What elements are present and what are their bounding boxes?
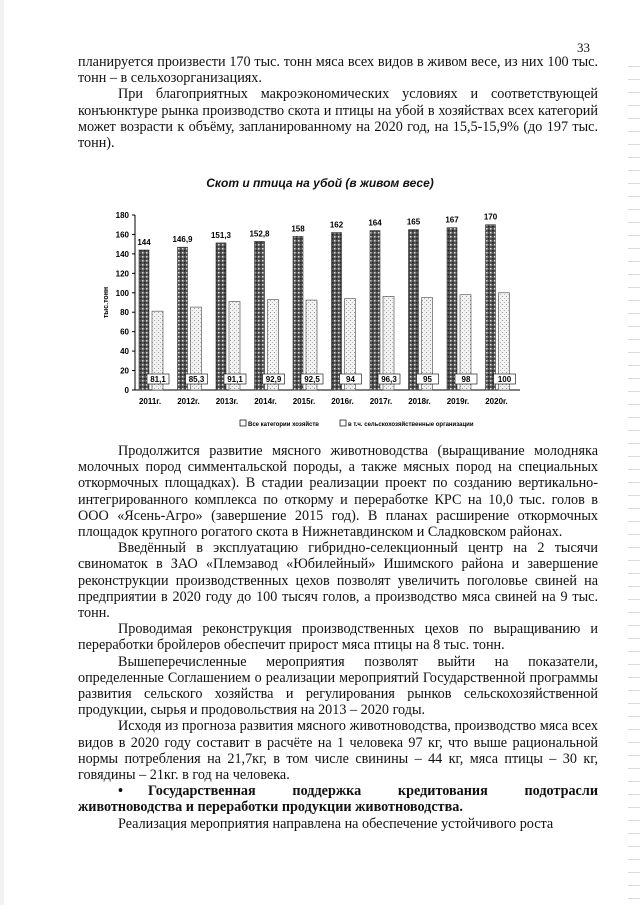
bar-label-orgs: 100	[497, 375, 512, 384]
bar-all-categories	[216, 243, 226, 390]
bar-label-orgs: 95	[423, 375, 432, 384]
bar-label-all: 162	[329, 220, 344, 230]
bar-label-orgs: 92,5	[304, 375, 320, 384]
paragraph: Проводимая реконструкция производственных цехов по выращиванию и переработки бройлеров обеспечит прирост мяса птицы на 8 тыс. тонн.	[78, 621, 598, 654]
x-tick-label: 2011г.	[138, 397, 162, 406]
y-tick-label: 100	[115, 288, 129, 298]
bar-all-categories	[409, 230, 419, 390]
bar-label-orgs: 81,1	[150, 375, 166, 384]
y-tick-label: 160	[115, 230, 129, 240]
x-tick-label: 2018г.	[408, 397, 431, 406]
y-tick-label: 180	[115, 211, 129, 220]
y-tick-label: 60	[120, 327, 129, 337]
bar-label-all: 146,9	[172, 235, 193, 245]
x-tick-label: 2019г.	[446, 397, 470, 406]
paragraph: Введённый в эксплуатацию гибридно-селекционный центр на 2 тысячи свиноматок в ЗАО «Племзавод «Юбилейный» Ишимского района и завершение реконструкции производственных цехов позволят увеличить поголовье свиней на предприятии в 2020 году до 100 тысяч голов, а производство мяса свиней на 9 тыс. тонн.	[78, 540, 598, 622]
legend-swatch-all	[240, 420, 246, 426]
bar-all-categories	[447, 228, 457, 390]
bar-label-orgs: 94	[346, 375, 355, 384]
y-tick-label: 40	[120, 347, 129, 357]
paragraph: планируется произвести 170 тыс. тонн мяса всех видов в живом весе, из них 100 тыс. тонн – в сельхозорганизациях.	[78, 54, 598, 87]
paragraph: Реализация мероприятия направлена на обеспечение устойчивого роста	[118, 815, 554, 832]
bar-all-categories	[332, 233, 342, 391]
bar-all-categories	[255, 241, 265, 390]
bar-label-orgs: 91,1	[227, 375, 243, 384]
paragraph: Вышеперечисленные мероприятия позволят выйти на показатели, определенные Соглашением о реализации мероприятий Государственной программы развития сельского хозяйства и регулирования рынков сельскохозяйственной продукции, сырья и продовольствия на 2013 – 2020 годы.	[78, 653, 598, 719]
y-tick-label: 120	[115, 269, 129, 279]
x-tick-label: 2012г.	[177, 397, 200, 406]
scan-left-edge	[0, 0, 4, 905]
bar-label-all: 164	[368, 218, 382, 228]
legend-label-all: Все категории хозяйств	[248, 422, 319, 428]
bar-all-categories	[178, 247, 188, 390]
legend-label-orgs: в т.ч. сельскохозяйственные организации	[348, 422, 474, 428]
paragraph: Продолжится развитие мясного животноводства (выращивание молодняка молочных пород симментальской породы, а также мясных пород на специальных откормочных площадках). В стадии реализации проект по созданию вертикально-интегрированного комплекса по откорму и переработке КРС на 10,0 тыс. голов в ООО «Ясень-Агро» (завершение 2015 год). В планах расширение откормочных площадок крупного рогатого скота в Нижнетавдинском и Сладковском районах.	[78, 443, 598, 541]
bar-all-categories	[293, 236, 303, 390]
y-tick-label: 20	[120, 366, 129, 376]
bar-label-orgs: 96,3	[381, 375, 397, 384]
text-block-top	[78, 54, 598, 151]
paragraph: Исходя из прогноза развития мясного животноводства, производство мяса всех видов в 2020 году составит в расчёте на 1 человека 97 кг, что выше рациональной нормы потребления на 21,7кг, в том числе свинины – 44 кг, мяса птицы – 30 кг, говядины – 21кг. в год на человека.	[78, 718, 598, 784]
text-block-bottom	[78, 443, 598, 832]
bar-label-orgs: 98	[461, 375, 471, 384]
x-tick-label: 2017г.	[369, 397, 393, 406]
y-tick-label: 140	[115, 249, 129, 259]
page-number: 33	[577, 40, 590, 55]
bullet-icon: •	[118, 783, 123, 800]
y-tick-label: 80	[120, 308, 129, 318]
y-tick-label: 0	[124, 386, 129, 395]
y-axis-label: тыс.тонн	[103, 286, 110, 319]
x-tick-label: 2013г.	[215, 397, 239, 406]
bar-label-all: 167	[445, 215, 459, 225]
x-tick-label: 2015г.	[292, 397, 316, 406]
bar-all-categories	[139, 250, 149, 390]
x-tick-label: 2014г.	[254, 397, 277, 406]
bar-all-categories	[370, 231, 380, 390]
bar-label-orgs: 92,9	[265, 375, 282, 384]
bar-label-all: 170	[483, 212, 498, 222]
bar-chart	[90, 200, 530, 435]
bar-label-all: 165	[406, 217, 421, 227]
x-tick-label: 2020г.	[485, 397, 508, 406]
legend-swatch-orgs	[340, 420, 346, 426]
bullet-heading-text: Государственная поддержка кредитования подотрасли животноводства и переработки продукции животноводства.	[78, 783, 598, 816]
bar-label-orgs: 85,3	[188, 375, 205, 384]
bar-label-all: 152,8	[249, 229, 270, 239]
paragraph: При благоприятных макроэкономических условиях и соответствующей конъюнктуре рынка производство скота и птицы на убой в хозяйствах всех категорий может возрасти к объёму, запланированному на 2020 год, на 15,5-15,9% (до 197 тыс. тонн).	[78, 86, 598, 152]
bar-label-all: 144	[137, 238, 151, 247]
bullet-heading	[78, 783, 598, 815]
x-tick-label: 2016г.	[331, 397, 354, 406]
bar-label-all: 158	[291, 224, 305, 234]
bar-label-all: 151,3	[210, 230, 232, 240]
chart-title: Скот и птица на убой (в живом весе)	[206, 176, 434, 190]
bar-all-categories	[486, 225, 496, 390]
